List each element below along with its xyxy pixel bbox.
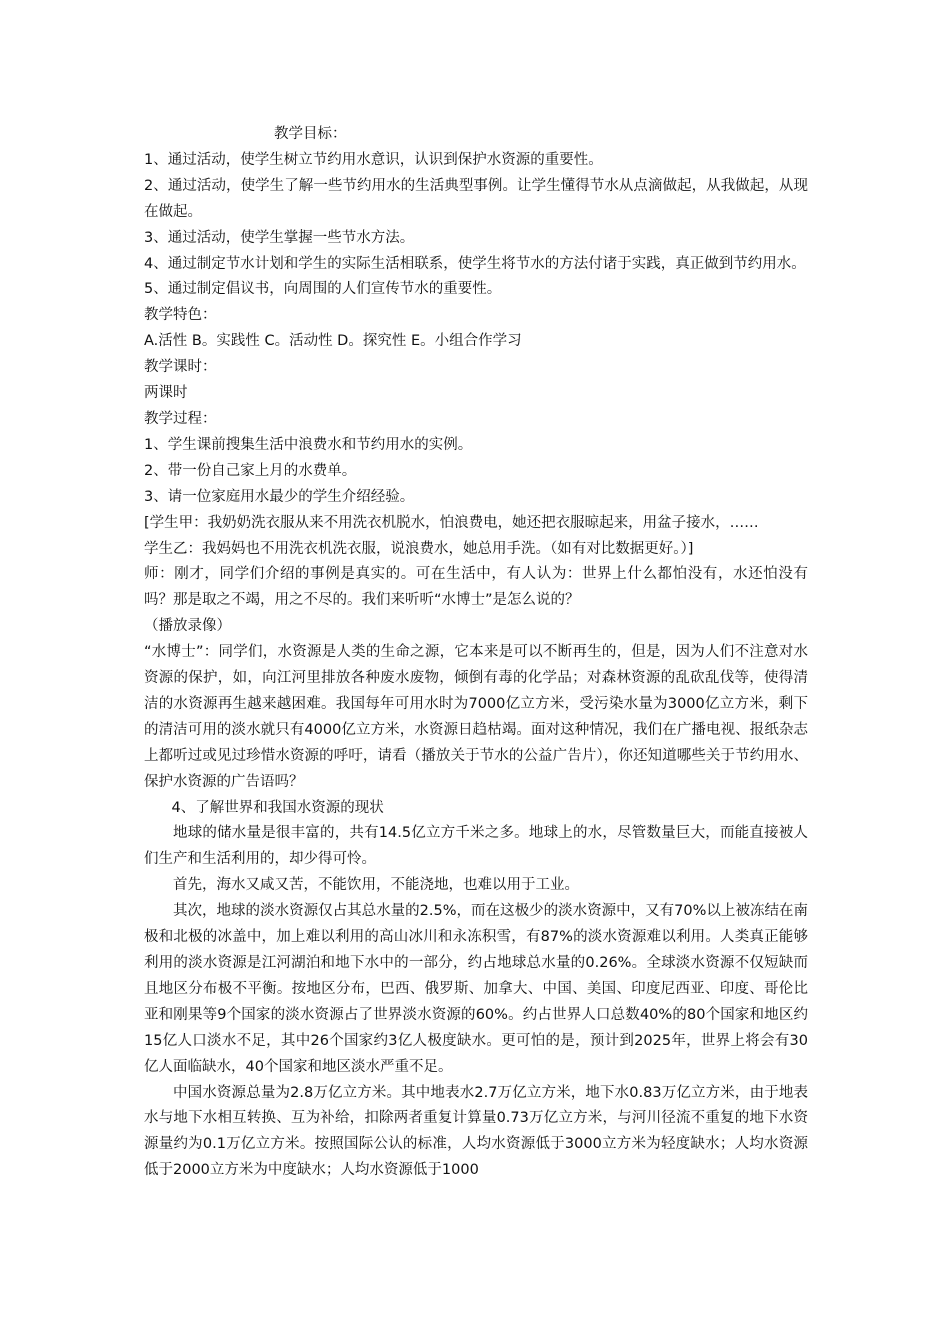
process-step-4: 4、了解世界和我国水资源的现状 — [171, 799, 384, 816]
goal-item-1: 1、通过活动，使学生树立节约用水意识，认识到保护水资源的重要性。 — [144, 151, 603, 168]
document-body — [144, 122, 808, 1184]
process-step-3: 3、请一位家庭用水最少的学生介绍经验。 — [144, 488, 415, 505]
section-heading-features: 教学特色： — [144, 307, 217, 324]
goal-item-2: 2、通过活动，使学生了解一些节约用水的生活典型事例。让学生懂得节水从点滴做起，从我做起，从现在做起。 — [144, 177, 808, 220]
section-heading-periods: 教学课时： — [144, 359, 217, 376]
goal-item-5: 5、通过制定倡议书，向周围的人们宣传节水的重要性。 — [144, 281, 502, 298]
section-heading-goals: 教学目标： — [274, 126, 347, 142]
periods-value: 两课时 — [144, 385, 188, 402]
china-water-paragraph: 中国水资源总量为2.8万亿立方米。其中地表水2.7万亿立方米，地下水0.83万亿立方米，由于地表水与地下水相互转换、互为补给，扣除两者重复计算量0.73万亿立方米，与河川径流不重复的地下水资源量约为0.1万亿立方米。按照国际公认的标准，人均水资源低于3000立方米为轻度缺水；人均水资源低于2000立方米为中度缺水；人均水资源低于1000 — [144, 1084, 808, 1179]
goal-item-3: 3、通过活动，使学生掌握一些节水方法。 — [144, 229, 415, 246]
water-doctor-paragraph: “水博士”：同学们，水资源是人类的生命之源，它本来是可以不断再生的，但是，因为人们不注意对水资源的保护，如，向江河里排放各种废水废物，倾倒有毒的化学品；对森林资源的乱砍乱伐等，使得清洁的水资源再生越来越困难。我国每年可用水时为7000亿立方米，受污染水量为3000亿立方米，剩下的清洁可用的淡水就只有4000亿立方米，水资源日趋枯竭。面对这种情况，我们在广播电视、报纸杂志上都听过或见过珍惜水资源的呼吁，请看（播放关于节水的公益广告片），你还知道哪些关于节约用水、保护水资源的广告语吗？ — [144, 644, 808, 790]
section-heading-process: 教学过程： — [144, 410, 217, 427]
student-a-quote: [学生甲：我奶奶洗衣服从来不用洗衣机脱水，怕浪费电，她还把衣服晾起来，用盆子接水，…… — [144, 514, 759, 531]
process-step-1: 1、学生课前搜集生活中浪费水和节约用水的实例。 — [144, 436, 473, 453]
seawater-paragraph: 首先，海水又咸又苦，不能饮用，不能浇地，也难以用于工业。 — [173, 877, 579, 894]
process-step-2: 2、带一份自己家上月的水费单。 — [144, 462, 357, 479]
teacher-remark: 师：刚才，同学们介绍的事例是真实的。可在生活中，有人认为：世界上什么都怕没有，水还怕没有吗？那是取之不竭，用之不尽的。我们来听听“水博士”是怎么说的？ — [144, 566, 808, 609]
earth-water-paragraph: 地球的储水量是很丰富的，共有14.5亿立方千米之多。地球上的水，尽管数量巨大，而能直接被人们生产和生活利用的，却少得可怜。 — [144, 825, 808, 868]
student-b-quote: 学生乙：我妈妈也不用洗衣机洗衣服，说浪费水，她总用手洗。（如有对比数据更好。）] — [144, 540, 694, 557]
features-list: A.活性 B。实践性 C。活动性 D。探究性 E。小组合作学习 — [144, 333, 522, 350]
freshwater-paragraph: 其次，地球的淡水资源仅占其总水量的2.5%，而在这极少的淡水资源中，又有70%以上被冻结在南极和北极的冰盖中，加上难以利用的高山冰川和永冻积雪，有87%的淡水资源难以利用。人类真正能够利用的淡水资源是江河湖泊和地下水中的一部分，约占地球总水量的0.26%。全球淡水资源不仅短缺而且地区分布极不平衡。按地区分布，巴西、俄罗斯、加拿大、中国、美国、印度尼西亚、印度、哥伦比亚和刚果等9个国家的淡水资源占了世界淡水资源的60%。约占世界人口总数40%的80个国家和地区约15亿人口淡水不足，其中26个国家约3亿人极度缺水。更可怕的是，预计到2025年，世界上将会有30亿人面临缺水，40个国家和地区淡水严重不足。 — [144, 903, 808, 1075]
goal-item-4: 4、通过制定节水计划和学生的实际生活相联系，使学生将节水的方法付诸于实践，真正做到节约用水。 — [144, 255, 806, 272]
video-note: （播放录像） — [144, 618, 231, 635]
